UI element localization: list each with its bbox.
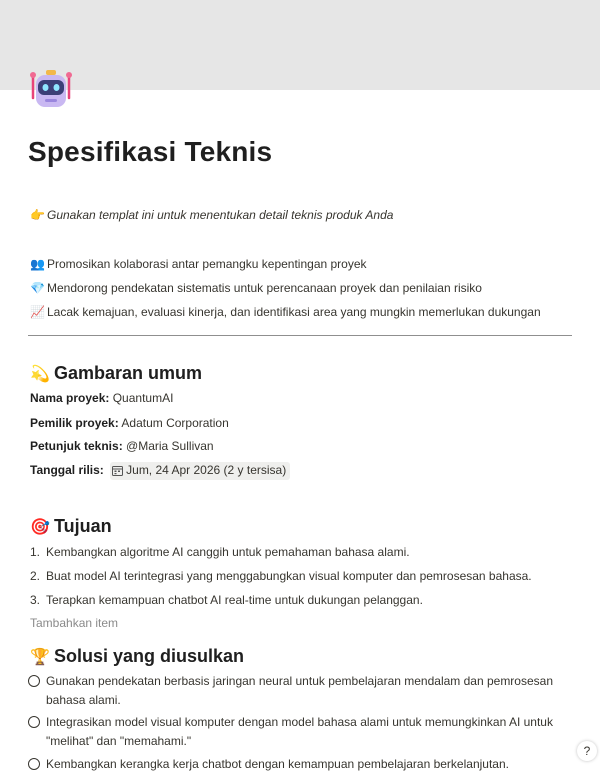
date-mention[interactable] xyxy=(110,462,290,480)
prop-value: QuantumAI xyxy=(112,391,174,405)
goal-text: Lacak kemajuan, evaluasi kinerja, dan identifikasi area yang mungkin memerlukan dukungan xyxy=(47,305,541,319)
prop-project-owner xyxy=(30,416,229,430)
goal-text: Promosikan kolaborasi antar pemangku kepentingan proyek xyxy=(47,257,367,271)
prop-value: Adatum Corporation xyxy=(121,416,229,430)
dizzy-icon: 💫 xyxy=(30,366,50,383)
mention-link[interactable]: @Maria Sullivan xyxy=(126,439,214,453)
todo-item xyxy=(28,672,568,710)
solutions-heading xyxy=(30,646,244,667)
prop-label: Petunjuk teknis: xyxy=(30,439,123,453)
todo-item xyxy=(28,755,568,774)
overview-heading-text: Gambaran umum xyxy=(54,363,203,383)
overview-heading xyxy=(30,363,202,384)
trophy-icon: 🏆 xyxy=(30,649,50,666)
chart-up-icon: 📈 xyxy=(30,305,45,319)
prop-label: Tanggal rilis: xyxy=(30,463,104,477)
list-item[interactable] xyxy=(30,545,410,559)
todo-text: Kembangkan kerangka kerja chatbot dengan kemampuan pembelajaran berkelanjutan. xyxy=(46,757,509,771)
robot-icon[interactable] xyxy=(28,68,74,114)
todo-checkbox[interactable] xyxy=(28,675,40,687)
add-item-button[interactable]: Tambahkan item xyxy=(30,616,119,630)
goal-line-2 xyxy=(30,281,482,295)
objectives-heading-text: Tujuan xyxy=(54,516,112,536)
prop-label: Pemilik proyek: xyxy=(30,416,119,430)
template-hint-text: Gunakan templat ini untuk menentukan detail teknis produk Anda xyxy=(47,208,394,222)
goal-text: Mendorong pendekatan sistematis untuk perencanaan proyek dan penilaian risiko xyxy=(47,281,482,295)
prop-tech-lead xyxy=(30,439,214,453)
todo-checkbox[interactable] xyxy=(28,716,40,728)
prop-label: Nama proyek: xyxy=(30,391,110,405)
prop-release-date xyxy=(30,462,290,480)
list-item-text: Kembangkan algoritme AI canggih untuk pemahaman bahasa alami. xyxy=(46,545,410,559)
list-number: 1. xyxy=(30,545,41,559)
todo-item xyxy=(28,713,568,751)
help-button[interactable]: ? xyxy=(577,741,597,761)
goal-line-3 xyxy=(30,305,541,319)
calendar-icon xyxy=(112,465,123,479)
date-text: Jum, 24 Apr 2026 (2 y tersisa) xyxy=(126,463,287,477)
todo-text: Gunakan pendekatan berbasis jaringan neural untuk pembelajaran mendalam dan pemrosesan bahasa alami. xyxy=(46,674,553,707)
target-icon: 🎯 xyxy=(30,519,50,536)
divider xyxy=(28,335,572,336)
list-item-text: Buat model AI terintegrasi yang menggabungkan visual komputer dan pemrosesan bahasa. xyxy=(46,569,532,583)
list-number: 3. xyxy=(30,593,41,607)
objectives-heading xyxy=(30,516,112,537)
todo-checkbox[interactable] xyxy=(28,758,40,770)
prop-project-name xyxy=(30,391,173,405)
todo-text: Integrasikan model visual komputer dengan model bahasa alami untuk memungkinkan AI untuk "melihat" dan "memahami." xyxy=(46,715,553,748)
list-number: 2. xyxy=(30,569,41,583)
template-hint xyxy=(30,208,393,222)
goal-line-1 xyxy=(30,257,367,271)
people-icon: 👥 xyxy=(30,257,45,271)
list-item[interactable] xyxy=(30,593,423,607)
gem-icon: 💎 xyxy=(30,281,45,295)
list-item-text: Terapkan kemampuan chatbot AI real-time untuk dukungan pelanggan. xyxy=(46,593,423,607)
page-title[interactable]: Spesifikasi Teknis xyxy=(28,136,273,167)
solutions-heading-text: Solusi yang diusulkan xyxy=(54,646,245,666)
list-item[interactable] xyxy=(30,569,532,583)
pointing-hand-icon: 👉 xyxy=(30,208,45,222)
page-cover[interactable] xyxy=(0,0,600,90)
